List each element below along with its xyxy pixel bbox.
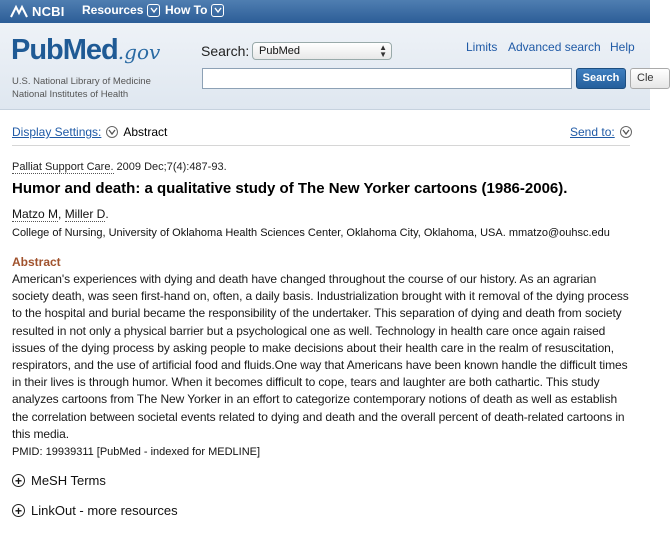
linkout-label: LinkOut - more resources bbox=[31, 503, 178, 518]
send-to-link[interactable]: Send to: bbox=[570, 125, 615, 139]
ncbi-logo[interactable] bbox=[10, 4, 65, 19]
mesh-terms-label: MeSH Terms bbox=[31, 473, 106, 488]
advanced-search-link[interactable]: Advanced search bbox=[508, 40, 601, 54]
clear-button[interactable]: Cle bbox=[630, 68, 670, 89]
database-select[interactable] bbox=[252, 42, 392, 60]
search-input[interactable] bbox=[202, 68, 572, 89]
nlm-tagline-line1: U.S. National Library of Medicine bbox=[12, 76, 151, 87]
article-title: Humor and death: a qualitative study of The New Yorker cartoons (1986-2006). bbox=[12, 180, 568, 197]
linkout-expander[interactable] bbox=[12, 503, 178, 518]
chevron-down-icon[interactable] bbox=[620, 126, 632, 138]
chevron-down-icon[interactable] bbox=[106, 126, 118, 138]
howto-menu-label: How To bbox=[165, 3, 208, 17]
pubmed-logo[interactable] bbox=[11, 35, 160, 65]
display-mode: Abstract bbox=[123, 125, 168, 139]
citation-details: 2009 Dec;7(4):487-93. bbox=[113, 161, 227, 173]
abstract-heading: Abstract bbox=[12, 255, 61, 269]
pmid-line: PMID: 19939311 [PubMed - indexed for MEDLINE] bbox=[12, 446, 261, 458]
plus-icon: + bbox=[12, 504, 25, 517]
author-list bbox=[12, 207, 109, 221]
search-label: Search: bbox=[201, 43, 250, 59]
pubmed-logo-text: PubMed bbox=[11, 34, 118, 66]
mesh-terms-expander[interactable] bbox=[12, 473, 106, 488]
affiliation: College of Nursing, University of Oklahoma Health Sciences Center, Oklahoma City, Oklahoma, USA. mmatzo@ouhsc.edu bbox=[12, 227, 610, 239]
abstract-text: American's experiences with dying and death have changed throughout the course of our history. As an agrarian society death, was seen first-hand on, often, a daily basis. Industrialization brought with it removal of the dying process to the hospital and burial became the responsibility of the undertaker. This separation of dying and death from society resulted in not only a physical barrier but a psychological one as well. Technology in health care once again raised issues of the dying process by asking people to make decisions about their health care in the realm of resuscitation, respirators, and the use of artificial food and fluids.One way that Americans have been known handle the difficult times in their lives is through humor. When it becomes difficult to cope, tears and laughter are both cathartic. This study analyzes cartoons from The New Yorker in an effort to categorize contemporary notions of death as well as establish the correlation between societal events related to dying and death and the overall percent of death-related cartoons in this media. bbox=[12, 272, 629, 441]
send-to bbox=[570, 125, 632, 139]
nlm-tagline-line2: National Institutes of Health bbox=[12, 89, 129, 100]
author-separator: , bbox=[58, 207, 65, 221]
journal-link[interactable]: Palliat Support Care. bbox=[12, 161, 114, 173]
resources-menu-label: Resources bbox=[82, 3, 144, 17]
display-settings bbox=[12, 125, 167, 139]
ncbi-top-bar bbox=[0, 0, 650, 23]
divider bbox=[12, 145, 630, 146]
chevron-down-icon bbox=[211, 4, 224, 17]
plus-icon: + bbox=[12, 474, 25, 487]
citation bbox=[12, 161, 227, 173]
author-end: . bbox=[105, 207, 109, 221]
howto-menu[interactable] bbox=[165, 3, 224, 17]
help-link[interactable]: Help bbox=[610, 40, 635, 54]
limits-link[interactable]: Limits bbox=[466, 40, 498, 54]
chevron-down-icon bbox=[147, 4, 160, 17]
ncbi-logo-icon bbox=[10, 5, 28, 19]
select-arrows-icon: ▲ ▼ bbox=[379, 43, 387, 59]
resources-menu[interactable] bbox=[82, 3, 160, 17]
author-link[interactable]: Miller D bbox=[64, 207, 106, 221]
nlm-tagline bbox=[12, 75, 151, 101]
database-select-value: PubMed bbox=[259, 45, 300, 57]
pubmed-header bbox=[0, 23, 654, 110]
display-settings-link[interactable]: Display Settings: bbox=[12, 125, 102, 139]
search-button[interactable]: Search bbox=[576, 68, 626, 89]
author-link[interactable]: Matzo M bbox=[12, 207, 59, 221]
pubmed-logo-domain: .gov bbox=[117, 40, 161, 64]
ncbi-logo-text: NCBI bbox=[32, 4, 65, 19]
